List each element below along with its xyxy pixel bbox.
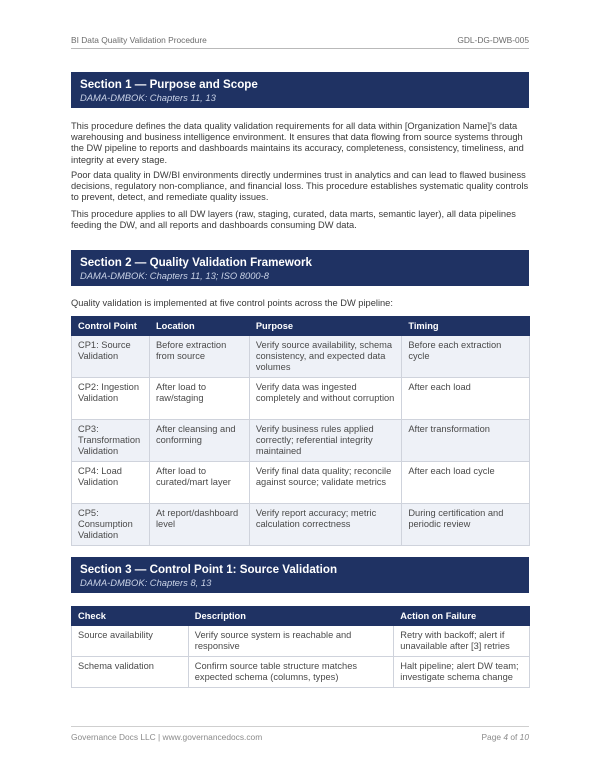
table-row [72, 462, 530, 504]
publisher-info: Governance Docs LLC | www.governancedocs.com [71, 732, 263, 742]
table-cell: Halt pipeline; alert DW team; investigate schema change [394, 657, 530, 688]
page-number: Page 4 of 10 [481, 732, 529, 742]
table-cell: At report/dashboard level [149, 504, 249, 546]
table-cell: Retry with backoff; alert if unavailable after [3] retries [394, 626, 530, 657]
section-1-paragraph: This procedure defines the data quality validation requirements for all data within [Organization Name]'s data warehousing and business intelligence environment. It ensures that data flowing from source systems through the DW pipeline to reports and dashboards maintains its accuracy, completeness, consistency, timeliness, and integrity at every stage. [71, 121, 524, 165]
column-header: Timing [402, 317, 530, 336]
header-divider [71, 48, 529, 49]
table-cell: Verify report accuracy; metric calculation correctness [249, 504, 401, 546]
table-row [72, 657, 530, 688]
section-3-title: Section 3 — Control Point 1: Source Validation [80, 563, 338, 576]
table-row [72, 378, 530, 420]
section-3-subtitle: DAMA-DMBOK: Chapters 8, 13 [80, 577, 212, 588]
table-cell: Verify final data quality; reconcile against source; validate metrics [249, 462, 401, 504]
footer-divider [71, 726, 529, 727]
column-header: Check [72, 607, 189, 626]
table-cell: After cleansing and conforming [149, 420, 249, 462]
column-header: Location [149, 317, 249, 336]
table-cell: CP1: Source Validation [72, 336, 150, 378]
table-cell: Schema validation [72, 657, 189, 688]
column-header: Action on Failure [394, 607, 530, 626]
table-cell: Verify source system is reachable and responsive [188, 626, 393, 657]
table-cell: After each load cycle [402, 462, 530, 504]
section-2-intro: Quality validation is implemented at five control points across the DW pipeline: [71, 298, 393, 308]
table-cell: During certification and periodic review [402, 504, 530, 546]
section-1-banner [71, 72, 529, 108]
table-row [72, 504, 530, 546]
page-header [71, 35, 529, 49]
section-1-subtitle: DAMA-DMBOK: Chapters 11, 13 [80, 92, 216, 103]
table-cell: Verify data was ingested completely and without corruption [249, 378, 401, 420]
document-code: GDL-DG-DWB-005 [457, 35, 529, 45]
page-footer [71, 732, 529, 744]
section-1-title: Section 1 — Purpose and Scope [80, 78, 258, 91]
table-cell: CP5: Consumption Validation [72, 504, 150, 546]
table-cell: After transformation [402, 420, 530, 462]
section-2-title: Section 2 — Quality Validation Framework [80, 256, 312, 269]
column-header: Description [188, 607, 393, 626]
table-row [72, 420, 530, 462]
table-cell: CP3: Transformation Validation [72, 420, 150, 462]
table-cell: Verify business rules applied correctly; referential integrity maintained [249, 420, 401, 462]
table-cell: Before each extraction cycle [402, 336, 530, 378]
section-2-banner [71, 250, 529, 286]
table-row [72, 336, 530, 378]
table-cell: After each load [402, 378, 530, 420]
source-validation-table [71, 606, 530, 688]
section-1-paragraph: Poor data quality in DW/BI environments directly undermines trust in analytics and can lead to flawed business decisions, regulatory non-compliance, and financial loss. This procedure establishes systematic quality controls to prevent, detect, and remediate quality issues. [71, 170, 529, 203]
table-cell: Verify source availability, schema consistency, and expected data volumes [249, 336, 401, 378]
column-header: Purpose [249, 317, 401, 336]
table-header-row [72, 317, 530, 336]
table-cell: Confirm source table structure matches expected schema (columns, types) [188, 657, 393, 688]
table-cell: After load to curated/mart layer [149, 462, 249, 504]
section-1-paragraph: This procedure applies to all DW layers (raw, staging, curated, data marts, semantic layer), all data pipelines feeding the DW, and all reports and dashboards consuming DW data. [71, 209, 516, 231]
table-header-row [72, 607, 530, 626]
control-points-table [71, 316, 530, 546]
section-3-banner [71, 557, 529, 593]
section-2-subtitle: DAMA-DMBOK: Chapters 11, 13; ISO 8000-8 [80, 270, 269, 281]
table-row [72, 626, 530, 657]
table-cell: CP4: Load Validation [72, 462, 150, 504]
table-cell: Source availability [72, 626, 189, 657]
table-cell: CP2: Ingestion Validation [72, 378, 150, 420]
document-title: BI Data Quality Validation Procedure [71, 35, 207, 45]
table-cell: Before extraction from source [149, 336, 249, 378]
table-cell: After load to raw/staging [149, 378, 249, 420]
column-header: Control Point [72, 317, 150, 336]
